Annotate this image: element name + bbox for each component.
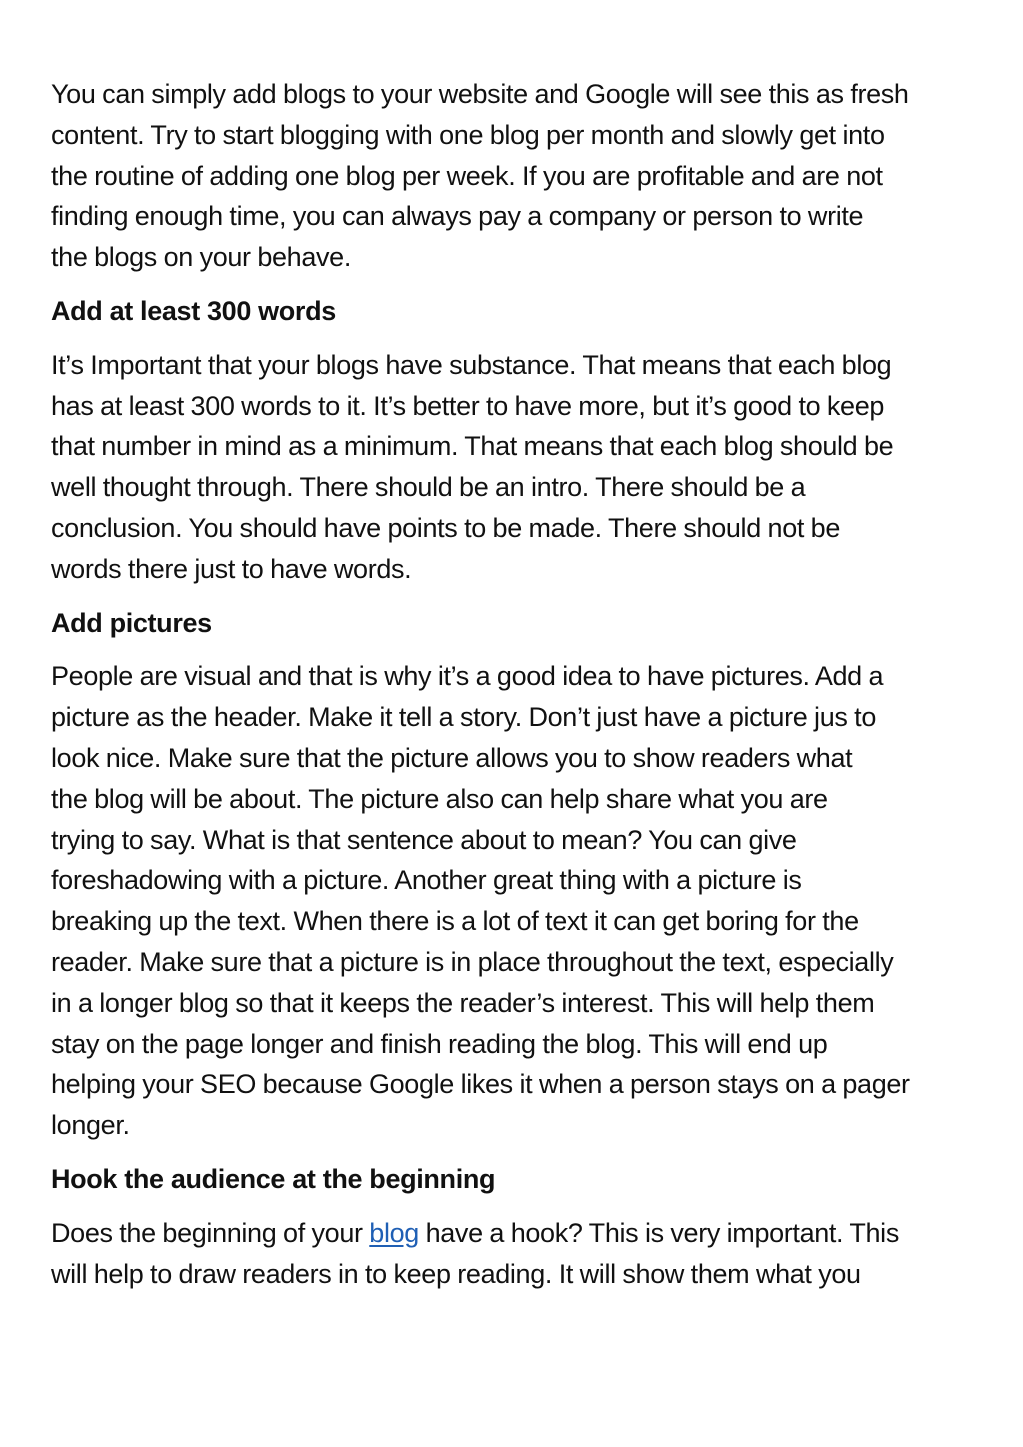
- paragraph-line: reader. Make sure that a picture is in place throughout the text, especially: [51, 946, 894, 977]
- document-page: [51, 74, 981, 1294]
- blog-link[interactable]: blog: [369, 1217, 419, 1248]
- paragraph-line: It’s Important that your blogs have substance. That means that each blog: [51, 349, 892, 380]
- paragraph-line: will help to draw readers in to keep reading. It will show them what you: [51, 1258, 861, 1289]
- section-heading-300-words: Add at least 300 words: [51, 295, 336, 326]
- paragraph-line: finding enough time, you can always pay a company or person to write: [51, 201, 864, 232]
- paragraph-300-words: [51, 345, 981, 590]
- paragraph-line: well thought through. There should be an intro. There should be a: [51, 472, 806, 503]
- paragraph-line: that number in mind as a minimum. That means that each blog should be: [51, 431, 894, 462]
- paragraph-add-pictures: [51, 656, 981, 1146]
- paragraph-line: People are visual and that is why it’s a good idea to have pictures. Add a: [51, 661, 884, 692]
- paragraph-line: words there just to have words.: [51, 553, 412, 584]
- paragraph-line: foreshadowing with a picture. Another great thing with a picture is: [51, 865, 802, 896]
- paragraph-line: the routine of adding one blog per week. If you are profitable and are not: [51, 160, 883, 191]
- paragraph-line: in a longer blog so that it keeps the reader’s interest. This will help them: [51, 987, 875, 1018]
- section-heading-hook-audience: Hook the audience at the beginning: [51, 1163, 496, 1194]
- paragraph-line: helping your SEO because Google likes it when a person stays on a pager: [51, 1069, 910, 1100]
- paragraph-line: conclusion. You should have points to be made. There should not be: [51, 512, 840, 543]
- paragraph-line: trying to say. What is that sentence about to mean? You can give: [51, 824, 797, 855]
- paragraph-line: breaking up the text. When there is a lot of text it can get boring for the: [51, 906, 859, 937]
- paragraph-line: [51, 1213, 981, 1254]
- line-text: Does the beginning of your: [51, 1217, 370, 1248]
- paragraph-line: stay on the page longer and finish reading the blog. This will end up: [51, 1028, 828, 1059]
- intro-paragraph: [51, 74, 981, 278]
- paragraph-line: content. Try to start blogging with one blog per month and slowly get into: [51, 119, 885, 150]
- paragraph-line: You can simply add blogs to your website and Google will see this as fresh: [51, 79, 909, 109]
- paragraph-line: longer.: [51, 1110, 130, 1141]
- paragraph-line: look nice. Make sure that the picture allows you to show readers what: [51, 742, 853, 773]
- paragraph-line: has at least 300 words to it. It’s better to have more, but it’s good to keep: [51, 390, 885, 421]
- section-heading-add-pictures: Add pictures: [51, 607, 212, 638]
- paragraph-line: the blog will be about. The picture also can help share what you are: [51, 783, 828, 814]
- paragraph-line: the blogs on your behave.: [51, 242, 351, 273]
- line-text: have a hook? This is very important. This: [418, 1217, 899, 1248]
- paragraph-line: picture as the header. Make it tell a story. Don’t just have a picture jus to: [51, 702, 876, 733]
- paragraph-hook-audience: [51, 1213, 981, 1295]
